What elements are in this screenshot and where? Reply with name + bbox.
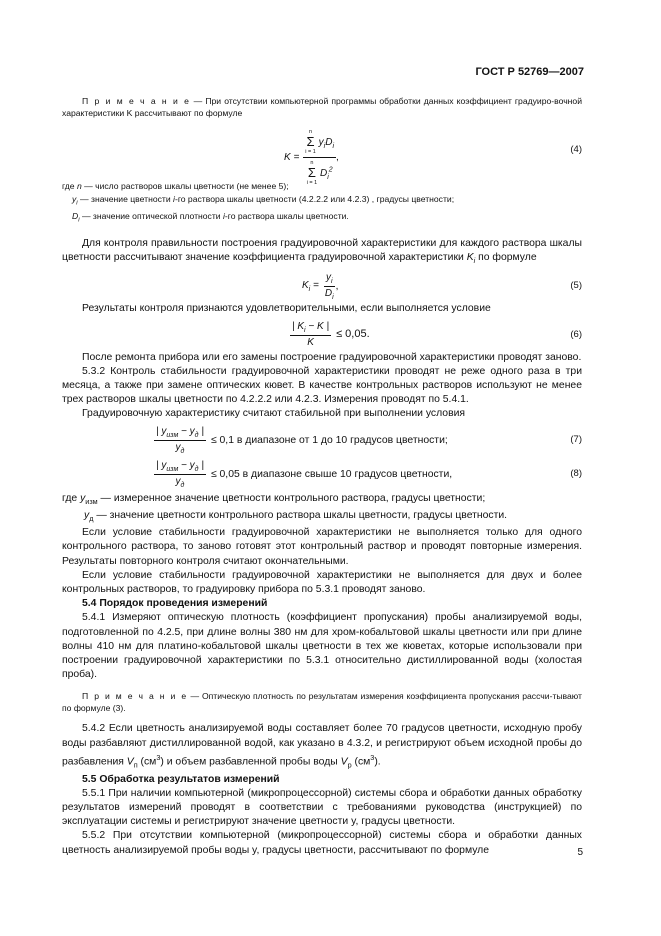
note-2-text: — Оптическую плотность по результатам измерения коэффициента пропускания рассчи-тывают по формуле (3). [62, 691, 582, 714]
definition-di: $D_i$ — значение оптической плотности i-го раствора шкалы цветности. [72, 210, 349, 224]
formula-6-number: (6) [570, 328, 582, 340]
document-header: ГОСТ Р 52769—2007 [475, 66, 584, 78]
heading-5-4: 5.4 Порядок проведения измерений [82, 598, 268, 610]
formula-8-rhs: ≤ 0,05 в диапазоне свыше 10 градусов цветности, [210, 468, 453, 480]
paragraph-5-4-2: 5.4.2 Если цветность анализируемой воды составляет более 70 градусов цветности, исходную пробу воды разбавляют дистиллированной водой, как указано в 4.3.2, и регистрируют объем исходной пробы до разбавления $V_п$ $(см^3)$ и объем разбавленной пробы воды $V_р$ $(см^3)$. [62, 723, 582, 770]
formula-5: $K_i$ = $\frac{y_i}{D_i}$ , (5) [302, 272, 582, 302]
note-2-label: П р и м е ч а н и е [82, 691, 188, 702]
formula-7-rhs: ≤ 0,1 в диапазоне от 1 до 10 градусов цветности; [210, 434, 448, 446]
formula-4-denominator-expr: $D_i^2$ [319, 166, 333, 181]
paragraph-results: Результаты контроля признаются удовлетворительными, если выполняется условие [82, 303, 491, 315]
paragraph-if-one: Если условие стабильности градуировочной характеристики не выполняется только для одного контрольного раствора, то заново готовят этот контрольный раствор и проводят повторные измерения. Результаты повторного контроля считают окончательными. [62, 527, 582, 567]
formula-7-fraction: $\frac{| y_{изм} - y_д |}{y_д}$ [156, 425, 204, 455]
note-1-label: П р и м е ч а н и е [82, 96, 191, 106]
paragraph-stable: Градуировочную характеристику считают стабильной при выполнении условия [82, 408, 466, 420]
note-2 [62, 690, 582, 714]
paragraph-5-3-2: 5.3.2 Контроль стабильности градуировочной характеристики проводят не реже одного раза в три месяца, а также при замене оптических кювет. В качестве контрольных растворов используют не менее трех растворов шкалы цветности по 4.2.2.2 или 4.2.3. Измерения проводят по 5.4.1. [62, 365, 582, 406]
paragraph-5-5-1: 5.5.1 При наличии компьютерной (микропроцессорной) системы сбора и обработки данных обработку результатов измерений проводят в соответствии с требованиями руководства (инструкцией) по эксплуатации системы и регистрируют значение цветности y, градусы цветности. [62, 787, 582, 828]
formula-5-fraction: $\frac{y_i}{D_i}$ [324, 272, 334, 302]
paragraph-control: Для контроля правильности построения градуировочной характеристики для каждого раствора шкалы цветности рассчитывают значение коэффициента градуировочной характеристики $K_i$ по формуле [62, 237, 582, 266]
page-number: 5 [577, 847, 583, 858]
formula-4-number: (4) [570, 144, 582, 155]
formula-6 [62, 317, 582, 351]
paragraph-if-two: Если условие стабильности градуировочной характеристики не выполняется для двух и более контрольных растворов, то градуировку прибора по 5.3.1 проводят заново. [62, 569, 582, 596]
paragraph-5-4-1: 5.4.1 Измеряют оптическую плотность (коэффициент пропускания) пробы анализируемой воды, подготовленной по 4.2.5, при длине волны 380 нм для хром-кобальтовой шкалы цветности или при длине волны 410 нм для платино-кобальтовой шкалы цветности в тех же кюветах, которые использовали при построении градуировочной характеристики по 5.3.1 относительно дистиллированной воды (холостая проба). [62, 612, 582, 681]
definition-n: где n — число растворов шкалы цветности (не менее 5); [62, 181, 289, 191]
heading-5-5: 5.5 Обработка результатов измерений [82, 773, 280, 785]
formula-4-numerator-expr: $y_iD_i$ [318, 136, 334, 150]
formula-5-lhs: $K_i$ = [302, 280, 319, 294]
page-content [62, 95, 582, 858]
formula-4-fraction [303, 128, 336, 187]
definition-y-meas: где $y_{изм}$ — измеренное значение цветности контрольного раствора, градусы цветности; [62, 492, 486, 506]
formula-4-denominator: n Σ i = 1 $D_i^2$ [306, 160, 333, 186]
formula-7 [62, 422, 582, 456]
formula-7-number: (7) [570, 433, 582, 445]
formula-4-numerator: n Σ i = 1 $y_iD_i$ [303, 128, 336, 158]
note-1 [62, 95, 582, 119]
definition-y-d: $y_д$ — значение цветности контрольного раствора шкалы цветности, градусы цветности. [84, 509, 508, 523]
formula-8-number: (8) [570, 467, 582, 479]
formula-6-rhs: ≤ 0,05. [336, 328, 370, 341]
formula-4: K = n Σ i = 1 $y_iD_i$ n Σ i = 1 $D_i^2$ , (4) [284, 129, 582, 186]
formula-8 [62, 456, 582, 492]
note-1-text: — При отсутствии компьютерной программы обработки данных коэффициент градуиро-вочной характеристики K рассчитывают по формуле [62, 96, 582, 118]
formula-8-fraction: $\frac{| y_{изм} - y_д |}{y_д}$ [156, 459, 204, 489]
paragraph-5-5-2: 5.5.2 При отсутствии компьютерной (микропроцессорной) системы сбора и обработки данных цветность анализируемой пробы воды y, градусы цветности, рассчитывают по формуле [62, 830, 582, 856]
formula-4-lhs: K = [284, 152, 300, 163]
formula-6-fraction: $\frac{| K_i - K |}{K}$ [292, 320, 330, 348]
paragraph-repair: После ремонта прибора или его замены построение градуировочной характеристики проводят заново. [82, 351, 582, 363]
formula-5-number: (5) [570, 280, 582, 292]
definition-yi: $y_i$ — значение цветности i-го раствора шкалы цветности (4.2.2.2 или 4.2.3) , градусы цветности; [72, 193, 455, 207]
